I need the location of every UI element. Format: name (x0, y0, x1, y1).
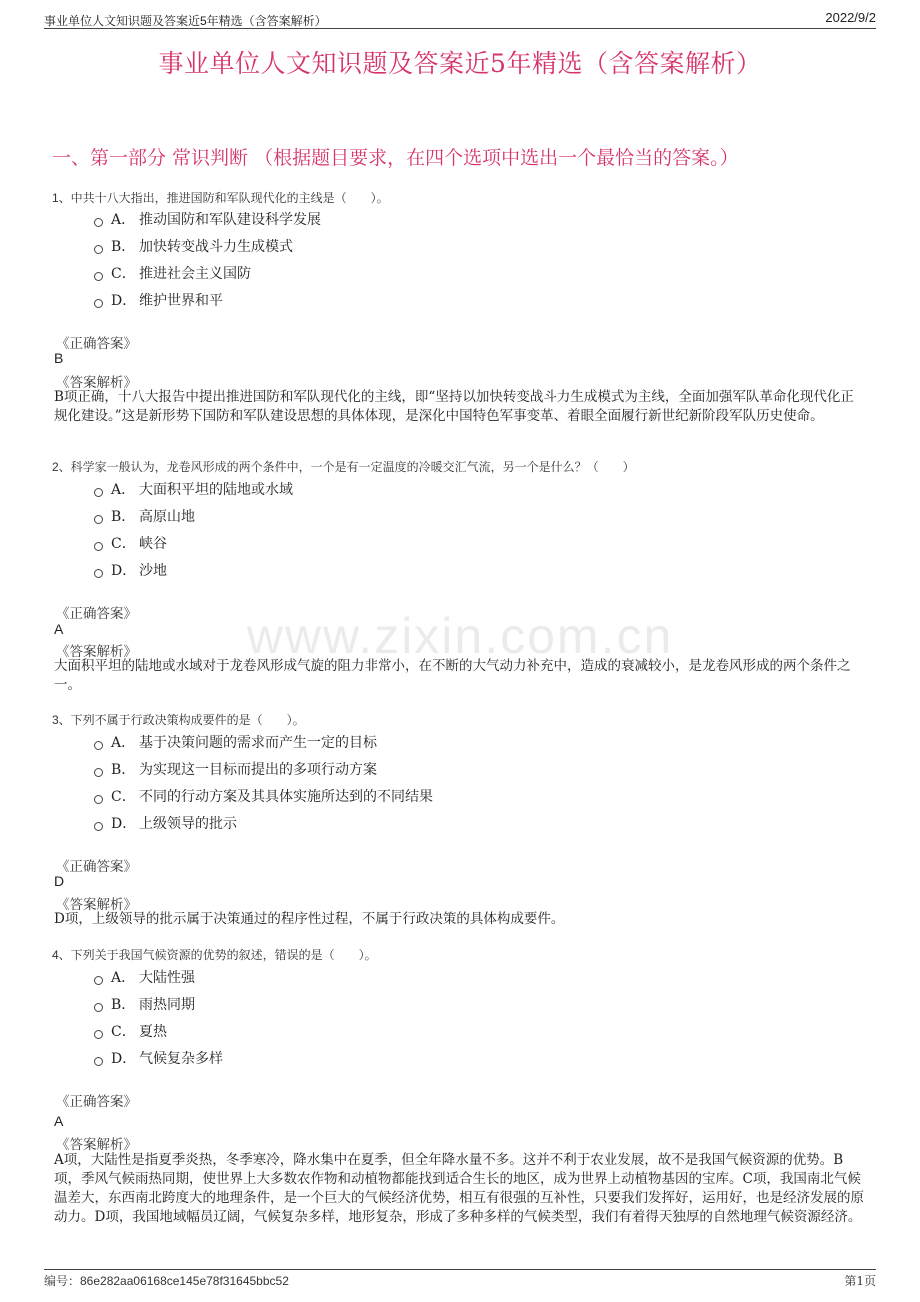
option[interactable] (94, 759, 377, 779)
option-text: 夏热 (139, 1024, 167, 1040)
option-text: 大陆性强 (139, 970, 195, 986)
option[interactable] (94, 813, 237, 833)
option[interactable] (94, 209, 321, 229)
option-text: 维护世界和平 (139, 293, 223, 309)
option-letter: A． (111, 212, 136, 228)
question-stem: 2、科学家一般认为，龙卷风形成的两个条件中，一个是有一定温度的冷暖交汇气流，另一个是什么？（ ） (52, 460, 635, 474)
option-text: 上级领导的批示 (139, 816, 237, 832)
watermark: www.zixin.com.cn (246, 608, 674, 664)
option[interactable] (94, 560, 167, 580)
option-letter: C． (111, 266, 136, 282)
option[interactable] (94, 533, 167, 553)
option-text: 大面积平坦的陆地或水域 (139, 482, 293, 498)
option-text: 高原山地 (139, 509, 195, 525)
option[interactable] (94, 506, 195, 526)
footer-divider (44, 1269, 876, 1270)
option-text: 气候复杂多样 (139, 1051, 223, 1067)
header-date: 2022/9/2 (825, 10, 876, 25)
option[interactable] (94, 786, 433, 806)
answer-label: 《正确答案》 (56, 336, 137, 352)
option[interactable] (94, 732, 377, 752)
section-title: 一、第一部分 常识判断 （根据题目要求，在四个选项中选出一个最恰当的答案。） (52, 147, 739, 169)
option[interactable] (94, 479, 293, 499)
answer-label: 《正确答案》 (56, 606, 137, 622)
option[interactable] (94, 263, 251, 283)
option-letter: B． (111, 762, 136, 778)
option-letter: A． (111, 482, 136, 498)
radio-icon[interactable] (94, 976, 103, 985)
option-letter: C． (111, 1024, 136, 1040)
analysis-text: B项正确，十八大报告中提出推进国防和军队现代化的主线，即“坚持以加快转变战斗力生成模式为主线，全面加强军队革命化现代化正规化建设。”这是新形势下国防和军队建设思想的具体体现，是深化中国特色军事变革、着眼全面履行新世纪新阶段军队历史使命。 (54, 389, 854, 424)
radio-icon[interactable] (94, 245, 103, 254)
radio-icon[interactable] (94, 488, 103, 497)
question-stem: 3、下列不属于行政决策构成要件的是（ ）。 (52, 713, 305, 727)
option-text: 加快转变战斗力生成模式 (139, 239, 293, 255)
page-header (44, 10, 876, 29)
option-letter: C． (111, 536, 136, 552)
option[interactable] (94, 1048, 223, 1068)
option-text: 沙地 (139, 563, 167, 579)
option-letter: C． (111, 789, 136, 805)
answer-value: B (54, 350, 64, 366)
option-letter: B． (111, 997, 136, 1013)
radio-icon[interactable] (94, 218, 103, 227)
option-text: 峡谷 (139, 536, 167, 552)
answer-label: 《正确答案》 (56, 859, 137, 875)
radio-icon[interactable] (94, 822, 103, 831)
analysis-label: 《答案解析》 (56, 897, 137, 913)
radio-icon[interactable] (94, 1003, 103, 1012)
radio-icon[interactable] (94, 1030, 103, 1039)
answer-value: A (54, 621, 64, 637)
option[interactable] (94, 236, 293, 256)
option-letter: D． (111, 293, 137, 309)
analysis-label: 《答案解析》 (56, 1137, 137, 1153)
option-text: 不同的行动方案及其具体实施所达到的不同结果 (139, 789, 433, 805)
option-text: 推动国防和军队建设科学发展 (139, 212, 321, 228)
option-letter: B． (111, 509, 136, 525)
option-text: 基于决策问题的需求而产生一定的目标 (139, 735, 377, 751)
radio-icon[interactable] (94, 299, 103, 308)
analysis-text: D项，上级领导的批示属于决策通过的程序性过程，不属于行政决策的具体构成要件。 (54, 911, 565, 927)
option-letter: D． (111, 816, 137, 832)
answer-value: A (54, 1113, 64, 1129)
radio-icon[interactable] (94, 515, 103, 524)
option-letter: A． (111, 735, 136, 751)
radio-icon[interactable] (94, 1057, 103, 1066)
option[interactable] (94, 1021, 167, 1041)
main-title: 事业单位人文知识题及答案近5年精选（含答案解析） (158, 49, 762, 78)
option-text: 推进社会主义国防 (139, 266, 251, 282)
analysis-text: 大面积平坦的陆地或水域对于龙卷风形成气旋的阻力非常小，在不断的大气动力补充中，造成的衰减较小，是龙卷风形成的两个条件之一。 (54, 658, 851, 693)
option[interactable] (94, 290, 223, 310)
analysis-text: A项，大陆性是指夏季炎热，冬季寒冷，降水集中在夏季，但全年降水量不多。这并不利于农业发展，故不是我国气候资源的优势。B项，季风气候雨热同期，使世界上大多数农作物和动植物都能找到适合生长的地区，成为世界上动植物基因的宝库。C项，我国南北气候温差大，东西南北跨度大的地理条件，是一个巨大的气候经济优势，相互有很强的互补性，只要我们发挥好，运用好，也是经济发展的原动力。D项，我国地域幅员辽阔，气候复杂多样，地形复杂，形成了多种多样的气候类型，我们有着得天独厚的自然地理气候资源经济。 (54, 1152, 864, 1225)
radio-icon[interactable] (94, 795, 103, 804)
option-letter: A． (111, 970, 136, 986)
option-letter: B． (111, 239, 136, 255)
question-stem: 1、中共十八大指出，推进国防和军队现代化的主线是（ ）。 (52, 191, 389, 205)
analysis-label: 《答案解析》 (56, 644, 137, 660)
option[interactable] (94, 994, 195, 1014)
option-text: 雨热同期 (139, 997, 195, 1013)
radio-icon[interactable] (94, 542, 103, 551)
radio-icon[interactable] (94, 569, 103, 578)
answer-label: 《正确答案》 (56, 1094, 137, 1110)
option-letter: D． (111, 1051, 137, 1067)
radio-icon[interactable] (94, 741, 103, 750)
footer-page: 第1页 (844, 1274, 876, 1288)
radio-icon[interactable] (94, 272, 103, 281)
option[interactable] (94, 967, 195, 987)
question-stem: 4、下列关于我国气候资源的优势的叙述，错误的是（ ）。 (52, 948, 377, 962)
radio-icon[interactable] (94, 768, 103, 777)
footer-code: 编号：86e282aa06168ce145e78f31645bbc52 (44, 1274, 289, 1288)
answer-value: D (54, 873, 65, 889)
option-text: 为实现这一目标而提出的多项行动方案 (139, 762, 377, 778)
analysis-label: 《答案解析》 (56, 375, 137, 391)
header-doc-title: 事业单位人文知识题及答案近5年精选（含答案解析） (44, 14, 327, 28)
option-letter: D． (111, 563, 137, 579)
